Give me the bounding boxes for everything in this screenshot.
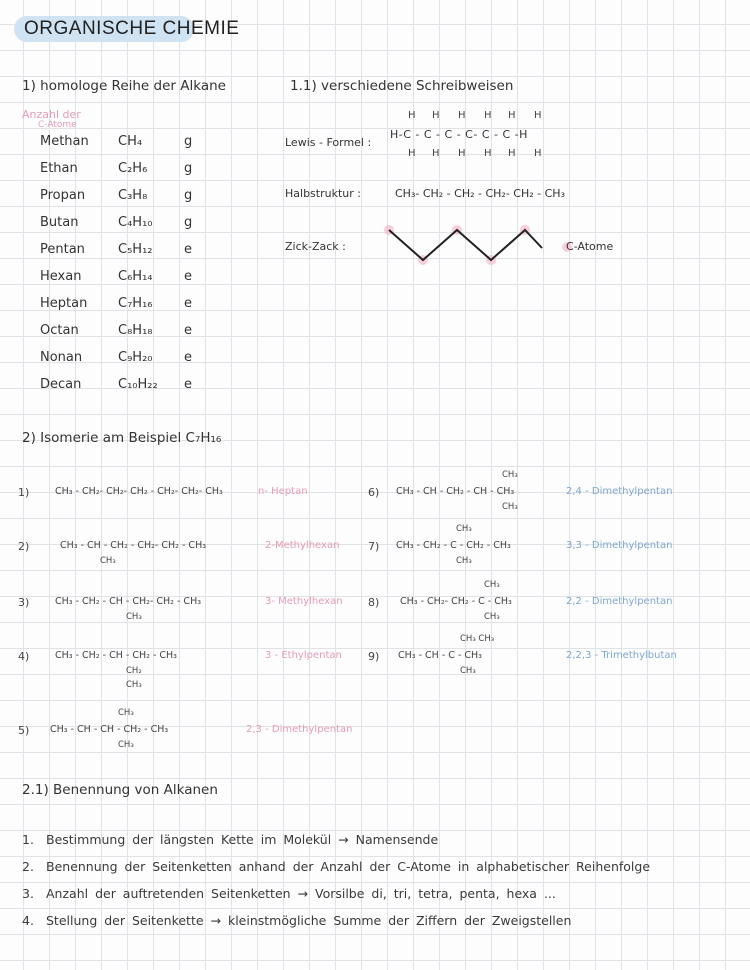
alkane-formula: C₄H₁₀ <box>118 215 153 230</box>
isomer-number: 1) <box>18 486 30 499</box>
isomer-branch-bottom: CH₃ <box>126 612 142 622</box>
alkane-name: Pentan <box>40 242 85 257</box>
isomer-name: 2,2 - Dimethylpentan <box>566 596 673 607</box>
rule-text: Anzahl der auftretenden Seitenketten → Vorsilbe di, tri, tetra, penta, hexa ... <box>46 886 556 901</box>
isomer-branch-top: CH₃ <box>484 580 500 590</box>
c-atoms-label: C-Atome <box>566 240 614 253</box>
carbon-count-label-2: C-Atome <box>38 120 77 130</box>
isomer-branch-top: CH₃ CH₃ <box>460 634 495 644</box>
alkane-state: g <box>184 134 193 149</box>
isomer-number: 4) <box>18 650 30 663</box>
isomer-branch-top: CH₃ <box>502 470 518 480</box>
isomer-number: 8) <box>368 596 380 609</box>
zigzag-label: Zick-Zack : <box>285 240 346 253</box>
half-structure-formula: CH₃- CH₂ - CH₂ - CH₂- CH₂ - CH₃ <box>395 187 565 200</box>
isomer-branch-bottom: CH₃ <box>502 502 518 512</box>
isomer-number: 9) <box>368 650 380 663</box>
lewis-chain: H-C - C - C - C- C - C -H <box>390 128 528 141</box>
isomer-name: 2,4 - Dimethylpentan <box>566 486 673 497</box>
isomer-branch-bottom: CH₃ <box>100 556 116 566</box>
isomer-branch-bottom: CH₂ <box>126 666 142 676</box>
alkane-name: Nonan <box>40 350 83 365</box>
lewis-h-bottom: H <box>508 148 516 159</box>
zigzag-diagram <box>380 220 550 270</box>
lewis-h-top: H <box>484 110 492 121</box>
rule-number: 1. <box>22 832 34 847</box>
isomer-name: 2-Methylhexan <box>265 540 340 551</box>
lewis-h-bottom: H <box>458 148 466 159</box>
rule-text: Benennung der Seitenketten anhand der Anzahl der C-Atome in alphabetischer Reihenfolge <box>46 859 651 874</box>
isomer-branch-bottom: CH₃ <box>118 740 134 750</box>
section1-heading: 1) homologe Reihe der Alkane <box>22 78 226 94</box>
alkane-formula: C₅H₁₂ <box>118 242 153 257</box>
lewis-h-top: H <box>458 110 466 121</box>
rule-number: 3. <box>22 886 34 901</box>
alkane-formula: C₆H₁₄ <box>118 269 153 284</box>
carbon-count-label: Anzahl der <box>22 108 81 121</box>
isomer-formula: CH₃ - CH₂- CH₂- CH₂ - CH₂- CH₂- CH₃ <box>55 486 223 497</box>
alkane-state: e <box>184 242 192 257</box>
alkane-name: Heptan <box>40 296 88 311</box>
isomer-number: 7) <box>368 540 380 553</box>
alkane-state: g <box>184 188 193 203</box>
page-title: ORGANISCHE CHEMIE <box>24 18 240 39</box>
rule-number: 2. <box>22 859 34 874</box>
section21-heading: 2.1) Benennung von Alkanen <box>22 782 218 798</box>
isomer-number: 3) <box>18 596 30 609</box>
isomer-formula: CH₃ - CH - C - CH₃ <box>398 650 482 661</box>
isomer-formula: CH₃ - CH - CH₂ - CH - CH₃ <box>396 486 515 497</box>
lewis-h-bottom: H <box>432 148 440 159</box>
isomer-branch-top: CH₃ <box>456 524 472 534</box>
alkane-formula: C₈H₁₈ <box>118 323 153 338</box>
alkane-formula: C₃H₈ <box>118 188 148 203</box>
lewis-h-bottom: H <box>534 148 542 159</box>
alkane-state: e <box>184 377 192 392</box>
isomer-name: 3,3 - Dimethylpentan <box>566 540 673 551</box>
alkane-name: Hexan <box>40 269 82 284</box>
section11-heading: 1.1) verschiedene Schreibweisen <box>290 78 514 94</box>
isomer-name: 3 - Ethylpentan <box>265 650 342 661</box>
rule-text: Bestimmung der längsten Kette im Molekül → Namensende <box>46 832 439 847</box>
alkane-formula: C₇H₁₆ <box>118 296 153 311</box>
isomer-branch-bottom: CH₃ <box>460 666 476 676</box>
zigzag-line <box>389 230 542 260</box>
isomer-branch-top: CH₃ <box>118 708 134 718</box>
isomer-number: 2) <box>18 540 30 553</box>
alkane-formula: C₁₀H₂₂ <box>118 377 158 392</box>
rule-number: 4. <box>22 913 34 928</box>
alkane-formula: C₂H₆ <box>118 161 148 176</box>
isomer-formula: CH₃ - CH₂ - CH - CH₂ - CH₃ <box>55 650 177 661</box>
alkane-name: Methan <box>40 134 89 149</box>
alkane-state: e <box>184 350 192 365</box>
alkane-name: Decan <box>40 377 82 392</box>
alkane-formula: C₉H₂₀ <box>118 350 153 365</box>
lewis-h-top: H <box>432 110 440 121</box>
rule-text: Stellung der Seitenkette → kleinstmögliche Summe der Ziffern der Zweigstellen <box>46 913 572 928</box>
alkane-formula: CH₄ <box>118 134 143 149</box>
alkane-state: g <box>184 161 193 176</box>
alkane-name: Propan <box>40 188 86 203</box>
isomer-formula: CH₃ - CH - CH - CH₂ - CH₃ <box>50 724 169 735</box>
isomer-name: n- Heptan <box>258 486 308 497</box>
isomer-name: 2,2,3 - Trimethylbutan <box>566 650 677 661</box>
alkane-name: Octan <box>40 323 79 338</box>
isomer-formula: CH₃ - CH₂ - C - CH₂ - CH₃ <box>396 540 511 551</box>
alkane-state: g <box>184 215 193 230</box>
half-structure-label: Halbstruktur : <box>285 187 361 200</box>
lewis-h-bottom: H <box>484 148 492 159</box>
alkane-name: Butan <box>40 215 79 230</box>
alkane-state: e <box>184 323 192 338</box>
alkane-state: e <box>184 296 192 311</box>
lewis-h-top: H <box>408 110 416 121</box>
isomer-formula: CH₃ - CH - CH₂ - CH₂- CH₂ - CH₃ <box>60 540 207 551</box>
isomer-name: 3- Methylhexan <box>265 596 343 607</box>
isomer-number: 6) <box>368 486 380 499</box>
isomer-branch-bottom: CH₃ <box>456 556 472 566</box>
alkane-name: Ethan <box>40 161 78 176</box>
lewis-h-top: H <box>508 110 516 121</box>
lewis-label: Lewis - Formel : <box>285 136 372 149</box>
isomer-branch-bottom-2: CH₃ <box>126 680 142 690</box>
isomer-formula: CH₃ - CH₂ - CH - CH₂- CH₂ - CH₃ <box>55 596 202 607</box>
isomer-number: 5) <box>18 724 30 737</box>
lewis-h-top: H <box>534 110 542 121</box>
isomer-formula: CH₃ - CH₂- CH₂ - C - CH₃ <box>400 596 512 607</box>
isomer-branch-bottom: CH₃ <box>484 612 500 622</box>
lewis-h-bottom: H <box>408 148 416 159</box>
isomer-name: 2,3 - Dimethylpentan <box>246 724 353 735</box>
section2-heading: 2) Isomerie am Beispiel C₇H₁₆ <box>22 430 222 446</box>
alkane-state: e <box>184 269 192 284</box>
